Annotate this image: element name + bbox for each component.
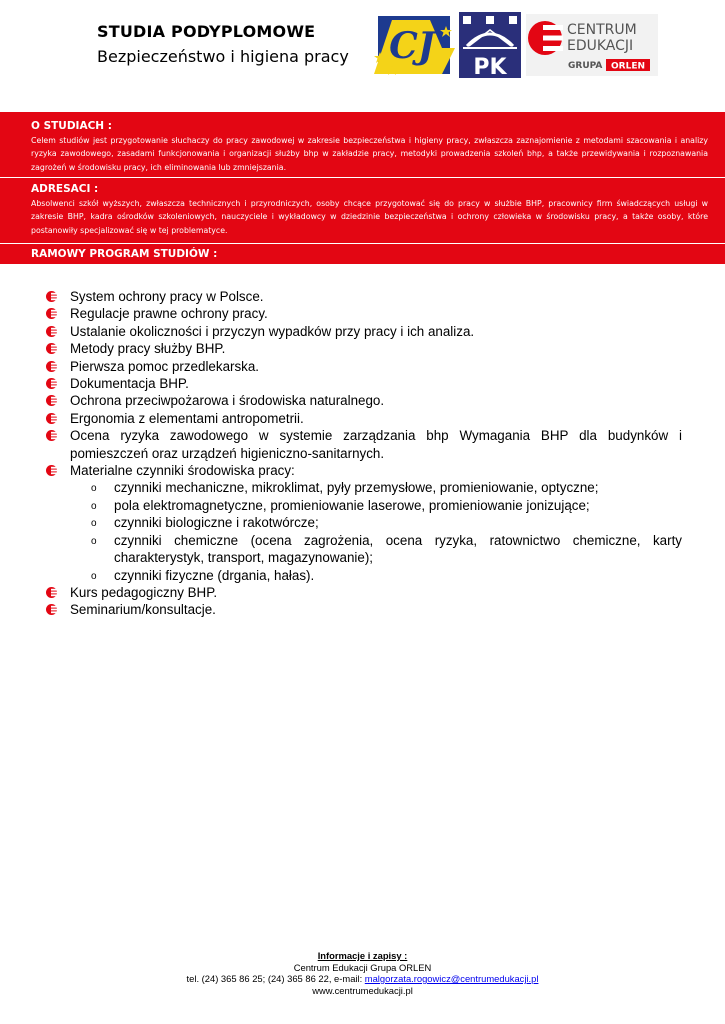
- svg-text:GRUPA: GRUPA: [568, 61, 603, 71]
- ce-bullet-icon: [46, 465, 59, 476]
- o-studiach-heading: O STUDIACH :: [31, 120, 112, 132]
- circle-bullet-icon: o: [91, 500, 97, 512]
- centrum-edukacji-logo: [526, 14, 658, 76]
- adresaci-heading: ADRESACI :: [31, 183, 99, 195]
- circle-bullet-icon: o: [91, 570, 97, 582]
- svg-text:EDUKACJI: EDUKACJI: [567, 38, 634, 54]
- ce-bullet-icon: [46, 604, 59, 615]
- program-heading: RAMOWY PROGRAM STUDIÓW :: [31, 248, 218, 260]
- list-item: Dokumentacja BHP.: [0, 375, 725, 392]
- circle-bullet-icon: o: [91, 535, 97, 547]
- sub-list-item: o czynniki mechaniczne, mikroklimat, pyły przemysłowe, promieniowanie, optyczne;: [0, 479, 725, 496]
- sub-list-item: o czynniki fizyczne (drgania, hałas).: [0, 567, 725, 584]
- list-item: Pierwsza pomoc przedlekarska.: [0, 358, 725, 375]
- svg-text:CJ: CJ: [389, 25, 435, 67]
- ce-bullet-icon: [46, 587, 59, 598]
- list-item: Ustalanie okoliczności i przyczyn wypadków przy pracy i ich analiza.: [0, 323, 725, 340]
- list-item: Regulacje prawne ochrony pracy.: [0, 305, 725, 322]
- list-item: Ocena ryzyka zawodowego w systemie zarządzania bhp Wymagania BHP dla budynków i pomieszczeń oraz urządzeń higieniczno-sanitarnych.: [0, 427, 725, 462]
- adresaci-text: Absolwenci szkół wyższych, zwłaszcza technicznych i przyrodniczych, osoby chcące przygotować się do pracy w służbie BHP, pracownicy firm świadczących usługi w zakresie BHP, kadra ośrodków szkoleniowych, nauczyciele i wykładowcy w dziedzinie bezpieczeństwa i ochrony człowieka w środowisku pracy, a także osoby, które postanowiły specjalizować się w tej problematyce.: [31, 199, 708, 235]
- page-title: STUDIA PODYPLOMOWE: [97, 22, 316, 41]
- email-link[interactable]: malgorzata.rogowicz@centrumedukacji.pl: [364, 973, 539, 984]
- o-studiach-text: Celem studiów jest przygotowanie słuchaczy do pracy zawodowej w zakresie bezpieczeństwa i higieny pracy, zwłaszcza zaznajomienie z metodami szacowania i analizy ryzyka zawodowego, zasadami funkcjonowania i organizacji służby bhp w zakładzie pracy, metodyki prowadzenia szkoleń bhp, a także przewidywania i rozpoznawania zagrożeń w środowisku pracy, ich eliminowania lub zmniejszania.: [31, 136, 708, 172]
- section-divider: [0, 177, 725, 178]
- svg-text:PK: PK: [473, 55, 507, 78]
- info-band: [0, 112, 725, 264]
- footer-contact: [0, 973, 725, 985]
- footer-org: Centrum Edukacji Grupa ORLEN: [293, 961, 432, 973]
- ce-bullet-icon: [46, 361, 59, 372]
- footer: [0, 950, 725, 996]
- footer-website[interactable]: www.centrumedukacji.pl: [312, 984, 413, 996]
- sub-list-item: o czynniki chemiczne (ocena zagrożenia, ocena ryzyka, ratownictwo chemiczne, karty charakterystyk, transport, magazynowanie);: [91, 532, 682, 566]
- ce-bullet-icon: [46, 308, 59, 319]
- ce-bullet-icon: [46, 413, 59, 424]
- list-item: Metody pracy służby BHP.: [0, 340, 725, 357]
- cj-logo: [372, 12, 455, 78]
- ce-bullet-icon: [46, 378, 59, 389]
- list-item: Seminarium/konsultacje.: [0, 601, 725, 618]
- ce-bullet-icon: [46, 343, 59, 354]
- circle-bullet-icon: o: [91, 518, 97, 530]
- list-item: Materialne czynniki środowiska pracy:: [0, 462, 725, 479]
- list-item: Ochrona przeciwpożarowa i środowiska naturalnego.: [0, 392, 725, 409]
- ce-bullet-icon: [46, 430, 59, 441]
- footer-phone: tel. (24) 365 86 25; (24) 365 86 22, e-mail:: [186, 973, 365, 984]
- section-divider: [0, 243, 725, 244]
- page-subtitle: Bezpieczeństwo i higiena pracy: [97, 47, 349, 66]
- svg-text:ORLEN: ORLEN: [611, 61, 645, 72]
- pk-logo: [459, 12, 521, 78]
- list-item: Ergonomia z elementami antropometrii.: [0, 410, 725, 427]
- program-list: [0, 288, 725, 619]
- sub-list-item: o pola elektromagnetyczne, promieniowanie laserowe, promieniowanie jonizujące;: [0, 497, 725, 514]
- sub-list-item: o czynniki biologiczne i rakotwórcze;: [0, 514, 725, 531]
- footer-title: Informacje i zapisy :: [317, 950, 408, 961]
- list-item: Kurs pedagogiczny BHP.: [0, 584, 725, 601]
- ce-bullet-icon: [46, 291, 59, 302]
- ce-bullet-icon: [46, 326, 59, 337]
- circle-bullet-icon: o: [91, 483, 97, 495]
- list-item: System ochrony pracy w Polsce.: [0, 288, 725, 305]
- svg-text:CENTRUM: CENTRUM: [567, 22, 637, 38]
- ce-bullet-icon: [46, 395, 59, 406]
